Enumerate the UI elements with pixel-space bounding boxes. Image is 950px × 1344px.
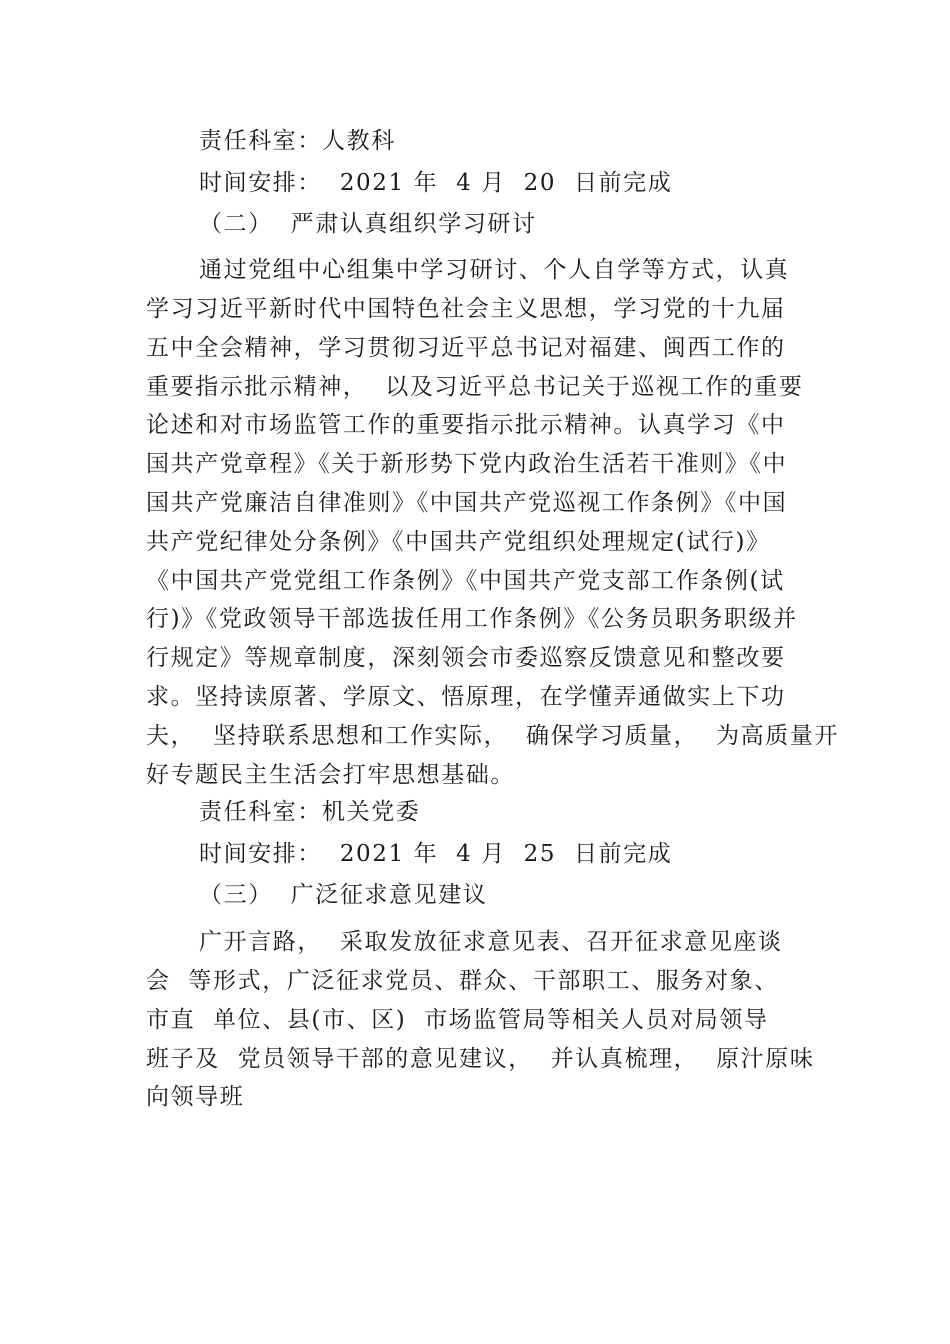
paragraph-line: 求。坚持读原著、学原文、悟原理，在学懂弄通做实上下功: [146, 684, 786, 710]
paragraph-line: 通过党组中心组集中学习研讨、个人自学等方式，认真: [199, 257, 790, 283]
paragraph-line: 国共产党章程》《关于新形势下党内政治生活若干准则》《中: [146, 451, 788, 477]
paragraph-line: 行)》《党政领导干部选拔任用工作条例》《公务员职务职级并: [146, 606, 798, 632]
paragraph-line: 会 等形式，广泛征求党员、群众、干部职工、服务对象、: [146, 968, 779, 994]
schedule: 时间安排： 2021 年 4 月 25 日前完成: [199, 841, 673, 867]
paragraph-line: 好专题民主生活会打牢思想基础。: [146, 762, 515, 788]
section-heading: （三） 广泛征求意见建议: [199, 882, 488, 908]
paragraph-line: 市直 单位、县(市、区) 市场监管局等相关人员对局领导: [146, 1007, 769, 1033]
paragraph-line: 班子及 党员领导干部的意见建议， 并认真梳理， 原汁原味: [146, 1046, 815, 1072]
paragraph-line: 《中国共产党党组工作条例》《中国共产党支部工作条例(试: [146, 568, 785, 594]
paragraph-line: 学习习近平新时代中国特色社会主义思想，学习党的十九届: [146, 296, 786, 322]
paragraph-line: 广开言路， 采取发放征求意见表、召开征求意见座谈: [199, 929, 783, 955]
section-heading: （二） 严肃认真组织学习研讨: [199, 211, 537, 237]
schedule: 时间安排： 2021 年 4 月 20 日前完成: [199, 170, 673, 196]
paragraph-line: 共产党纪律处分条例》《中国共产党组织处理规定(试行)》: [146, 529, 771, 555]
responsible-department: 责任科室：人教科: [199, 128, 396, 154]
paragraph-line: 论述和对市场监管工作的重要指示批示精神。认真学习《中: [146, 412, 786, 438]
paragraph-line: 夫， 坚持联系思想和工作实际， 确保学习质量， 为高质量开: [146, 723, 840, 749]
paragraph-line: 行规定》等规章制度，深刻领会市委巡察反馈意见和整改要: [146, 645, 786, 671]
paragraph-line: 五中全会精神，学习贯彻习近平总书记对福建、闽西工作的: [146, 335, 786, 361]
responsible-department: 责任科室：机关党委: [199, 799, 421, 825]
paragraph-line: 重要指示批示精神， 以及习近平总书记关于巡视工作的重要: [146, 374, 804, 400]
paragraph-line: 国共产党廉洁自律准则》《中国共产党巡视工作条例》《中国: [146, 490, 788, 516]
paragraph-line: 向领导班: [146, 1084, 245, 1110]
